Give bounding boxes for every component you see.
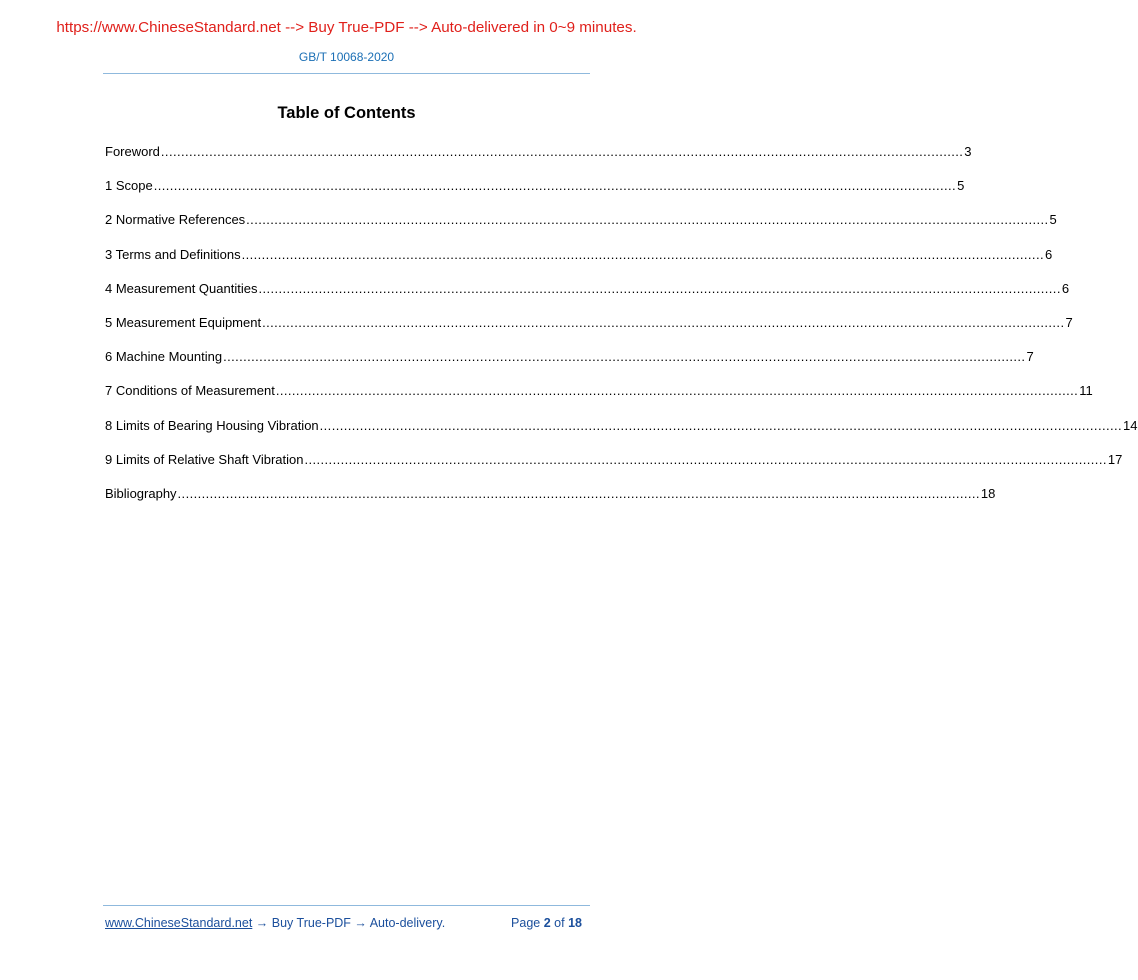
toc-entry-page: 5 bbox=[1049, 212, 1057, 228]
toc-entry-page: 7 bbox=[1065, 314, 1073, 330]
toc-entry-label: Foreword bbox=[105, 144, 160, 159]
toc-entry[interactable] bbox=[105, 144, 972, 178]
page-title: Table of Contents bbox=[277, 104, 416, 122]
toc-entry[interactable] bbox=[105, 314, 1073, 349]
footer-website-link[interactable]: www.ChineseStandard.net bbox=[105, 916, 253, 930]
header-divider bbox=[103, 73, 590, 74]
toc-entry-page: 5 bbox=[957, 178, 965, 194]
toc-dot-leader: ........................................................................................................................................................................................................ bbox=[223, 349, 1026, 365]
page-indicator bbox=[511, 916, 582, 930]
toc-dot-leader: ........................................................................................................................................................................................................ bbox=[160, 144, 964, 159]
toc-entry-label: 6 Machine Mounting bbox=[105, 349, 223, 365]
toc-entry-label: 2 Normative References bbox=[105, 212, 246, 228]
toc-entry[interactable] bbox=[105, 451, 1123, 486]
toc-entry-page: 6 bbox=[1044, 246, 1053, 262]
table-of-contents bbox=[105, 144, 1138, 520]
toc-entry-label: 4 Measurement Quantities bbox=[105, 280, 258, 296]
toc-entry-label: 9 Limits of Relative Shaft Vibration bbox=[105, 451, 304, 467]
toc-entry-page: 17 bbox=[1107, 451, 1123, 467]
toc-entry[interactable] bbox=[105, 417, 1138, 452]
toc-entry-page: 18 bbox=[980, 485, 996, 501]
toc-entry-page: 6 bbox=[1061, 280, 1070, 296]
of-word: of bbox=[554, 916, 565, 930]
toc-dot-leader: ........................................................................................................................................................................................................ bbox=[262, 314, 1065, 330]
footer-promo bbox=[105, 916, 445, 930]
toc-dot-leader: ........................................................................................................................................................................................................ bbox=[246, 212, 1049, 228]
toc-entry[interactable] bbox=[105, 349, 1034, 383]
toc-entry-page: 7 bbox=[1026, 349, 1034, 365]
toc-entry[interactable] bbox=[105, 280, 1070, 315]
toc-dot-leader: ........................................................................................................................................................................................................ bbox=[153, 178, 957, 194]
current-page-number: 2 bbox=[543, 916, 551, 930]
toc-entry[interactable] bbox=[105, 383, 1093, 417]
total-pages-number: 18 bbox=[568, 916, 582, 930]
toc-dot-leader: ........................................................................................................................................................................................................ bbox=[177, 485, 980, 501]
top-banner-link[interactable]: https://www.ChineseStandard.net --> Buy True-PDF --> Auto-delivered in 0~9 minutes. bbox=[56, 19, 637, 36]
toc-dot-leader: ........................................................................................................................................................................................................ bbox=[304, 451, 1107, 467]
toc-entry[interactable] bbox=[105, 178, 965, 212]
toc-entry-page: 3 bbox=[964, 144, 972, 159]
toc-dot-leader: ........................................................................................................................................................................................................ bbox=[319, 417, 1123, 433]
page-word: Page bbox=[511, 916, 541, 930]
toc-entry-label: 8 Limits of Bearing Housing Vibration bbox=[105, 417, 319, 433]
toc-entry[interactable] bbox=[105, 485, 996, 520]
toc-entry-label: 7 Conditions of Measurement bbox=[105, 383, 275, 399]
toc-dot-leader: ........................................................................................................................................................................................................ bbox=[258, 280, 1061, 296]
footer-promo-text: → Buy True-PDF → Auto-delivery. bbox=[252, 916, 446, 930]
toc-entry-label: 3 Terms and Definitions bbox=[105, 246, 241, 262]
toc-entry-page: 14 bbox=[1123, 417, 1138, 433]
standard-code: GB/T 10068-2020 bbox=[298, 50, 395, 64]
footer-divider bbox=[103, 905, 590, 906]
toc-dot-leader: ........................................................................................................................................................................................................ bbox=[275, 383, 1079, 399]
toc-entry-page: 11 bbox=[1079, 383, 1093, 399]
toc-entry[interactable] bbox=[105, 212, 1057, 246]
toc-entry[interactable] bbox=[105, 246, 1053, 281]
toc-dot-leader: ........................................................................................................................................................................................................ bbox=[241, 246, 1044, 262]
toc-entry-label: 5 Measurement Equipment bbox=[105, 314, 262, 330]
toc-entry-label: 1 Scope bbox=[105, 178, 153, 194]
toc-entry-label: Bibliography bbox=[105, 485, 177, 501]
